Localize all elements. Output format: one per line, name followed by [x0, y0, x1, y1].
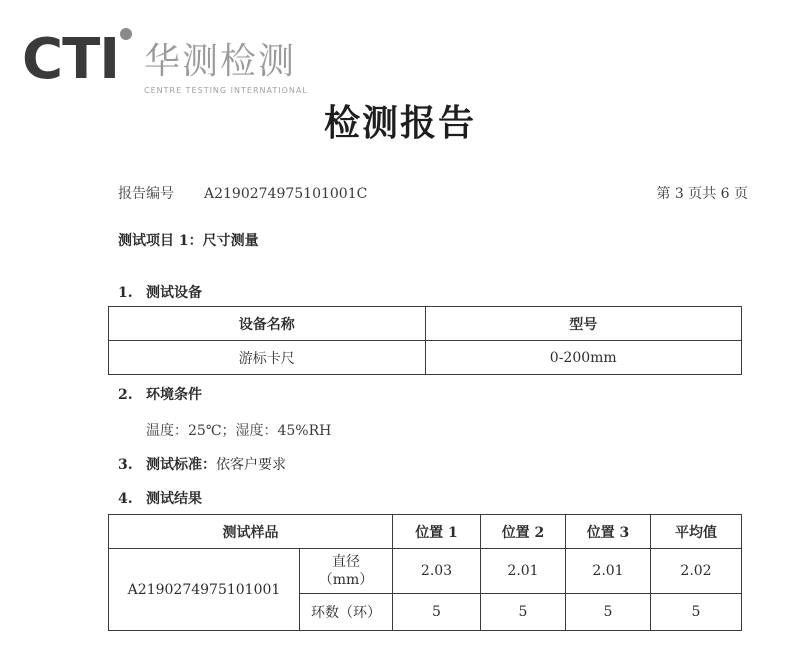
- report-number-value: A2190274975101001C: [204, 186, 368, 202]
- table-row: [109, 341, 742, 375]
- measure-label-cell: [300, 549, 393, 594]
- section-label: 测试设备: [146, 285, 202, 301]
- logo-dot: [120, 28, 132, 40]
- table-header-cell: 位置 2: [481, 515, 566, 549]
- section-results-heading: [118, 488, 202, 508]
- section-label: 环境条件: [146, 387, 202, 403]
- section-environment-heading: [118, 384, 202, 404]
- section-standard-heading: [118, 454, 286, 474]
- page-info: 第 3 页共 6 页: [656, 186, 748, 202]
- table-header-cell: 位置 1: [393, 515, 481, 549]
- section-number: 2.: [118, 387, 133, 403]
- report-number-label: 报告编号: [118, 186, 174, 202]
- table-cell: 5: [651, 594, 742, 631]
- table-row: [109, 549, 742, 594]
- sample-id-cell: A2190274975101001: [109, 549, 300, 631]
- company-logo: [22, 28, 312, 100]
- table-cell: 2.01: [566, 549, 651, 594]
- table-cell: 2.02: [651, 549, 742, 594]
- section-number: 1.: [118, 285, 133, 301]
- logo-mark: CTI: [22, 27, 120, 92]
- table-cell: 2.01: [481, 549, 566, 594]
- table-header-row: [109, 307, 742, 341]
- measure-unit: （mm）: [318, 572, 374, 588]
- section-number: 3.: [118, 457, 133, 473]
- table-header-cell: 位置 3: [566, 515, 651, 549]
- measure-label: 直径: [332, 554, 360, 570]
- table-header-row: [109, 515, 742, 549]
- table-cell: 2.03: [393, 549, 481, 594]
- section-label: 测试标准：: [146, 457, 216, 473]
- table-cell: 5: [566, 594, 651, 631]
- logo-chinese-name: 华测检测: [144, 41, 297, 82]
- table-cell: 5: [393, 594, 481, 631]
- table-header-cell: 平均值: [651, 515, 742, 549]
- section-number: 4.: [118, 491, 133, 507]
- section-equipment-heading: [118, 282, 202, 302]
- results-table: [108, 514, 742, 631]
- table-cell: 游标卡尺: [109, 341, 426, 375]
- table-cell: 0-200mm: [425, 341, 742, 375]
- table-header-cell: 设备名称: [109, 307, 426, 341]
- measure-label-cell: 环数（环）: [300, 594, 393, 631]
- report-number-line: [118, 183, 367, 203]
- logo-english-name: CENTRE TESTING INTERNATIONAL: [144, 86, 308, 95]
- equipment-table: [108, 306, 742, 375]
- environment-conditions: 温度：25℃；湿度：45%RH: [146, 423, 332, 439]
- table-header-cell: 测试样品: [109, 515, 393, 549]
- table-cell: 5: [481, 594, 566, 631]
- standard-text: 依客户要求: [216, 457, 286, 473]
- document-title: 检测报告: [323, 103, 476, 144]
- test-item-title: 测试项目 1：尺寸测量: [118, 233, 259, 249]
- table-header-cell: 型号: [425, 307, 742, 341]
- section-label: 测试结果: [146, 491, 202, 507]
